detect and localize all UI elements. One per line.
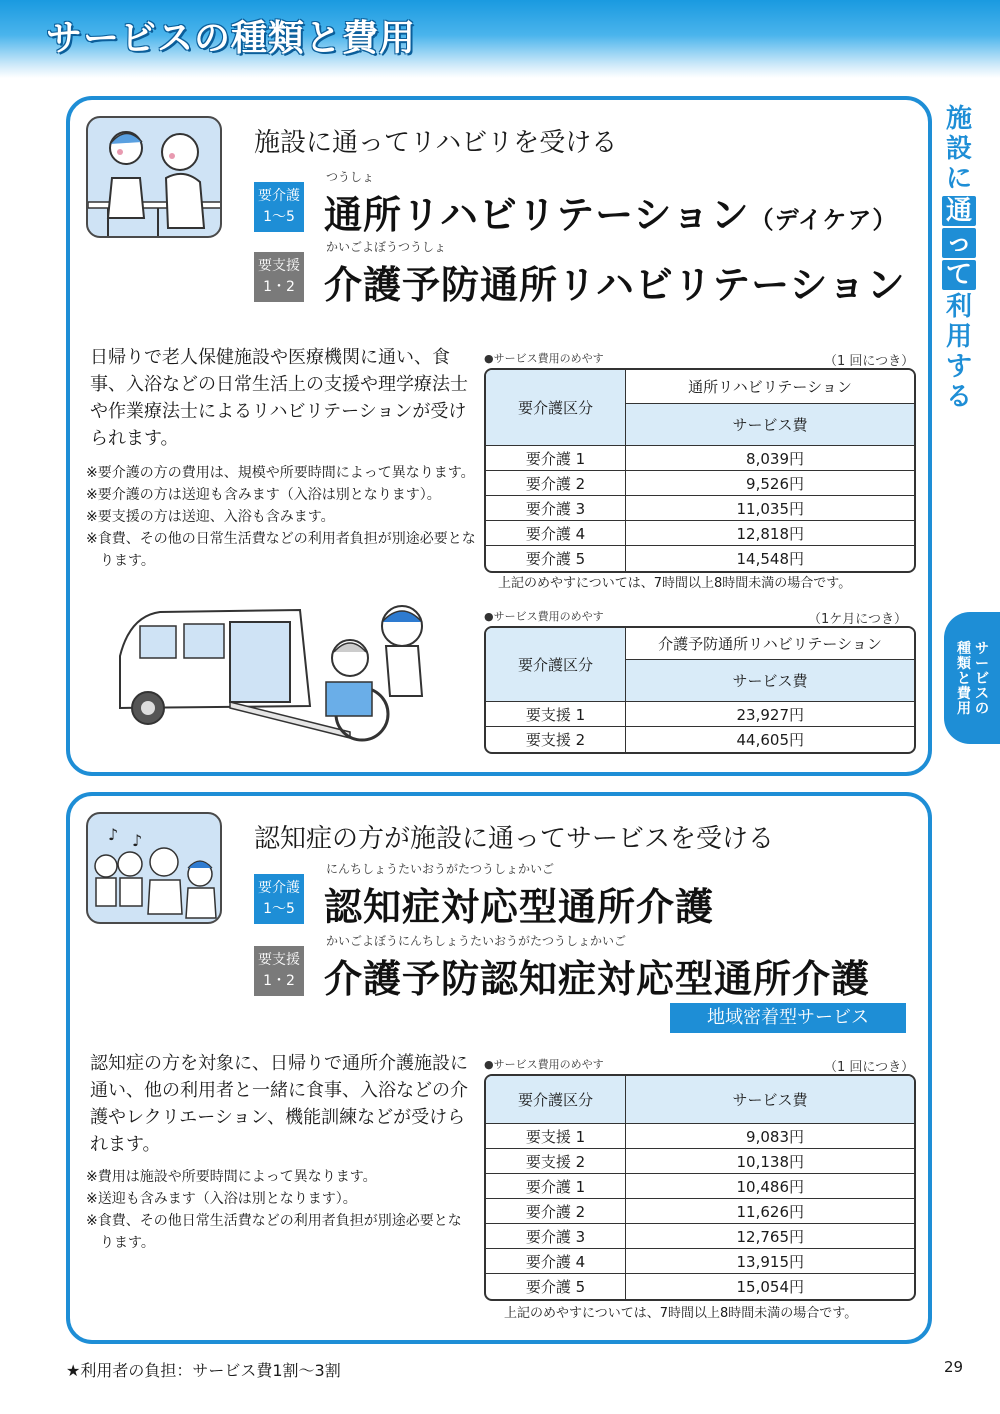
table-row [486, 1124, 914, 1149]
badge-line: 1〜5 [263, 209, 295, 225]
table-row [486, 1199, 914, 1224]
level-cell: 要介護 4 [486, 1249, 626, 1274]
note-item: ※食費、その他日常生活費などの利用者負担が別途必要となります。 [86, 1213, 462, 1251]
level-cell: 要介護 4 [486, 521, 626, 546]
section2-subtitle: 認知症の方が施設に通ってサービスを受ける [254, 824, 775, 854]
col-header-level: 要介護区分 [486, 628, 626, 702]
service-title-prevent-dementia-day-care: 介護予防認知症対応型通所介護 [324, 957, 871, 1001]
van-wheelchair-illustration [100, 596, 440, 766]
support-level-badge [254, 946, 304, 996]
service-title-day-rehab [324, 184, 897, 239]
ruby-text: にんちしょうたいおうがたつうしょかいご [326, 862, 555, 876]
side-title-char: す [945, 352, 972, 382]
cost-cell: 9,083円 [626, 1124, 914, 1149]
table-row [486, 546, 914, 571]
user-burden-note: ★利用者の負担：サービス費1割〜3割 [66, 1361, 341, 1380]
cost-table-dementia-day-care [484, 1074, 916, 1301]
svg-text:♪: ♪ [132, 831, 143, 850]
level-cell: 要支援 1 [486, 1124, 626, 1149]
section2-notes [86, 1166, 466, 1254]
table-unit: （1 回につき） [824, 1060, 915, 1075]
side-tab-label-1: サービスの [975, 641, 989, 717]
badge-line: 1・2 [263, 279, 295, 295]
community-service-tag: 地域密着型サービス [670, 1003, 906, 1033]
table-row [486, 702, 914, 727]
side-title-char: る [945, 382, 972, 412]
table-row [486, 1224, 914, 1249]
cost-cell: 13,915円 [626, 1249, 914, 1274]
table-row [486, 1174, 914, 1199]
cost-cell: 23,927円 [626, 702, 914, 727]
side-title-char: 施 [945, 104, 972, 134]
table-caption: ●サービス費用のめやす [484, 610, 604, 623]
badge-line: 1・2 [263, 973, 295, 989]
level-cell: 要介護 1 [486, 446, 626, 471]
table-row [486, 446, 914, 471]
care-level-badge [254, 182, 304, 232]
ruby-text: かいごよぼうにんちしょうたいおうがたつうしょかいご [326, 934, 627, 948]
col-header-cost: サービス費 [626, 1076, 914, 1124]
care-level-badge [254, 874, 304, 924]
side-tab-label-2: 種類と費用 [957, 641, 971, 717]
table-row [486, 1274, 914, 1299]
col-header-cost: サービス費 [626, 660, 914, 702]
dementia-illustration [86, 812, 222, 924]
service-title-text: 通所リハビリテーション [324, 193, 750, 237]
col-header-level: 要介護区分 [486, 1076, 626, 1124]
page-number: 29 [944, 1358, 964, 1376]
level-cell: 要介護 3 [486, 496, 626, 521]
level-cell: 要支援 2 [486, 727, 626, 752]
service-name-header: 介護予防通所リハビリテーション [626, 628, 914, 660]
table-row [486, 1149, 914, 1174]
note-item: ※送迎も含みます（入浴は別となります）。 [86, 1191, 357, 1207]
side-vertical-title [942, 104, 976, 412]
level-cell: 要介護 2 [486, 471, 626, 496]
note-item: ※要支援の方は送迎、入浴も含みます。 [86, 509, 335, 525]
service-title-dementia-day-care: 認知症対応型通所介護 [324, 885, 715, 929]
badge-line: 要介護 [258, 188, 300, 204]
table-caption: ●サービス費用のめやす [484, 352, 604, 365]
side-title-char: 用 [945, 322, 972, 352]
support-level-badge [254, 252, 304, 302]
level-cell: 要介護 1 [486, 1174, 626, 1199]
note-item: ※要介護の方は送迎も含みます（入浴は別となります）。 [86, 487, 441, 503]
page-title: サービスの種類と費用 [46, 18, 417, 59]
section1-description: 日帰りで老人保健施設や医療機関に通い、食事、入浴などの日常生活上の支援や理学療法士や作業療法士によるリハビリテーションが受けられます。 [90, 347, 468, 449]
side-title-char: 利 [945, 292, 972, 322]
cost-cell: 12,765円 [626, 1224, 914, 1249]
cost-cell: 10,138円 [626, 1149, 914, 1174]
cost-cell: 10,486円 [626, 1174, 914, 1199]
level-cell: 要支援 2 [486, 1149, 626, 1174]
level-cell: 要介護 2 [486, 1199, 626, 1224]
note-item: ※要介護の方の費用は、規模や所要時間によって異なります。 [86, 465, 475, 481]
table-row [486, 521, 914, 546]
side-title-char: っ [942, 228, 976, 258]
service-name-header: 通所リハビリテーション [626, 370, 914, 404]
level-cell: 要介護 3 [486, 1224, 626, 1249]
svg-text:♪: ♪ [108, 825, 119, 844]
service-title-prevent-day-rehab: 介護予防通所リハビリテーション [324, 263, 906, 307]
note-item: ※食費、その他の日常生活費などの利用者負担が別途必要となります。 [86, 531, 476, 569]
cost-cell: 9,526円 [626, 471, 914, 496]
col-header-cost: サービス費 [626, 404, 914, 446]
badge-line: 要介護 [258, 880, 300, 896]
ruby-text: つうしょ [326, 170, 375, 184]
table-row [486, 1249, 914, 1274]
cost-cell: 12,818円 [626, 521, 914, 546]
table-footnote: 上記のめやすについては、7時間以上8時間未満の場合です。 [504, 1306, 858, 1321]
side-title-char: 通 [942, 196, 976, 226]
cost-cell: 8,039円 [626, 446, 914, 471]
side-title-char: 設 [945, 134, 972, 164]
cost-cell: 15,054円 [736, 1278, 804, 1296]
section2-description: 認知症の方を対象に、日帰りで通所介護施設に通い、他の利用者と一緒に食事、入浴などの介護やレクリエーション、機能訓練などが受けられます。 [90, 1053, 468, 1155]
table-caption: ●サービス費用のめやす [484, 1058, 604, 1071]
table-row [486, 471, 914, 496]
ruby-text: かいごよぼうつうしょ [326, 240, 447, 254]
badge-line: 要支援 [258, 258, 300, 274]
level-cell: 要介護 5 [486, 1274, 626, 1299]
section1-notes [86, 462, 478, 572]
note-item: ※費用は施設や所要時間によって異なります。 [86, 1169, 377, 1185]
page-header [0, 0, 1000, 78]
cost-table-prevent-day-rehab [484, 626, 916, 754]
cost-cell: 14,548円 [736, 550, 804, 568]
section1-subtitle: 施設に通ってリハビリを受ける [254, 128, 618, 158]
table-footnote: 上記のめやすについては、7時間以上8時間未満の場合です。 [498, 576, 852, 591]
service-title-suffix: （デイケア） [749, 206, 898, 234]
table-row [486, 727, 914, 752]
badge-line: 要支援 [258, 952, 300, 968]
table-unit: （1 回につき） [824, 354, 915, 369]
badge-line: 1〜5 [263, 901, 295, 917]
table-unit: （1ケ月につき） [808, 612, 908, 627]
side-title-char: て [942, 260, 976, 290]
cost-cell: 11,626円 [626, 1199, 914, 1224]
level-cell: 要介護 5 [486, 546, 626, 571]
side-index-tab[interactable] [944, 612, 1000, 744]
side-title-char: に [945, 164, 972, 194]
cost-cell: 11,035円 [626, 496, 914, 521]
rehab-illustration [86, 116, 222, 238]
level-cell: 要支援 1 [486, 702, 626, 727]
col-header-level: 要介護区分 [486, 370, 626, 446]
cost-table-day-rehab [484, 368, 916, 573]
cost-cell: 44,605円 [736, 731, 804, 749]
table-row [486, 496, 914, 521]
